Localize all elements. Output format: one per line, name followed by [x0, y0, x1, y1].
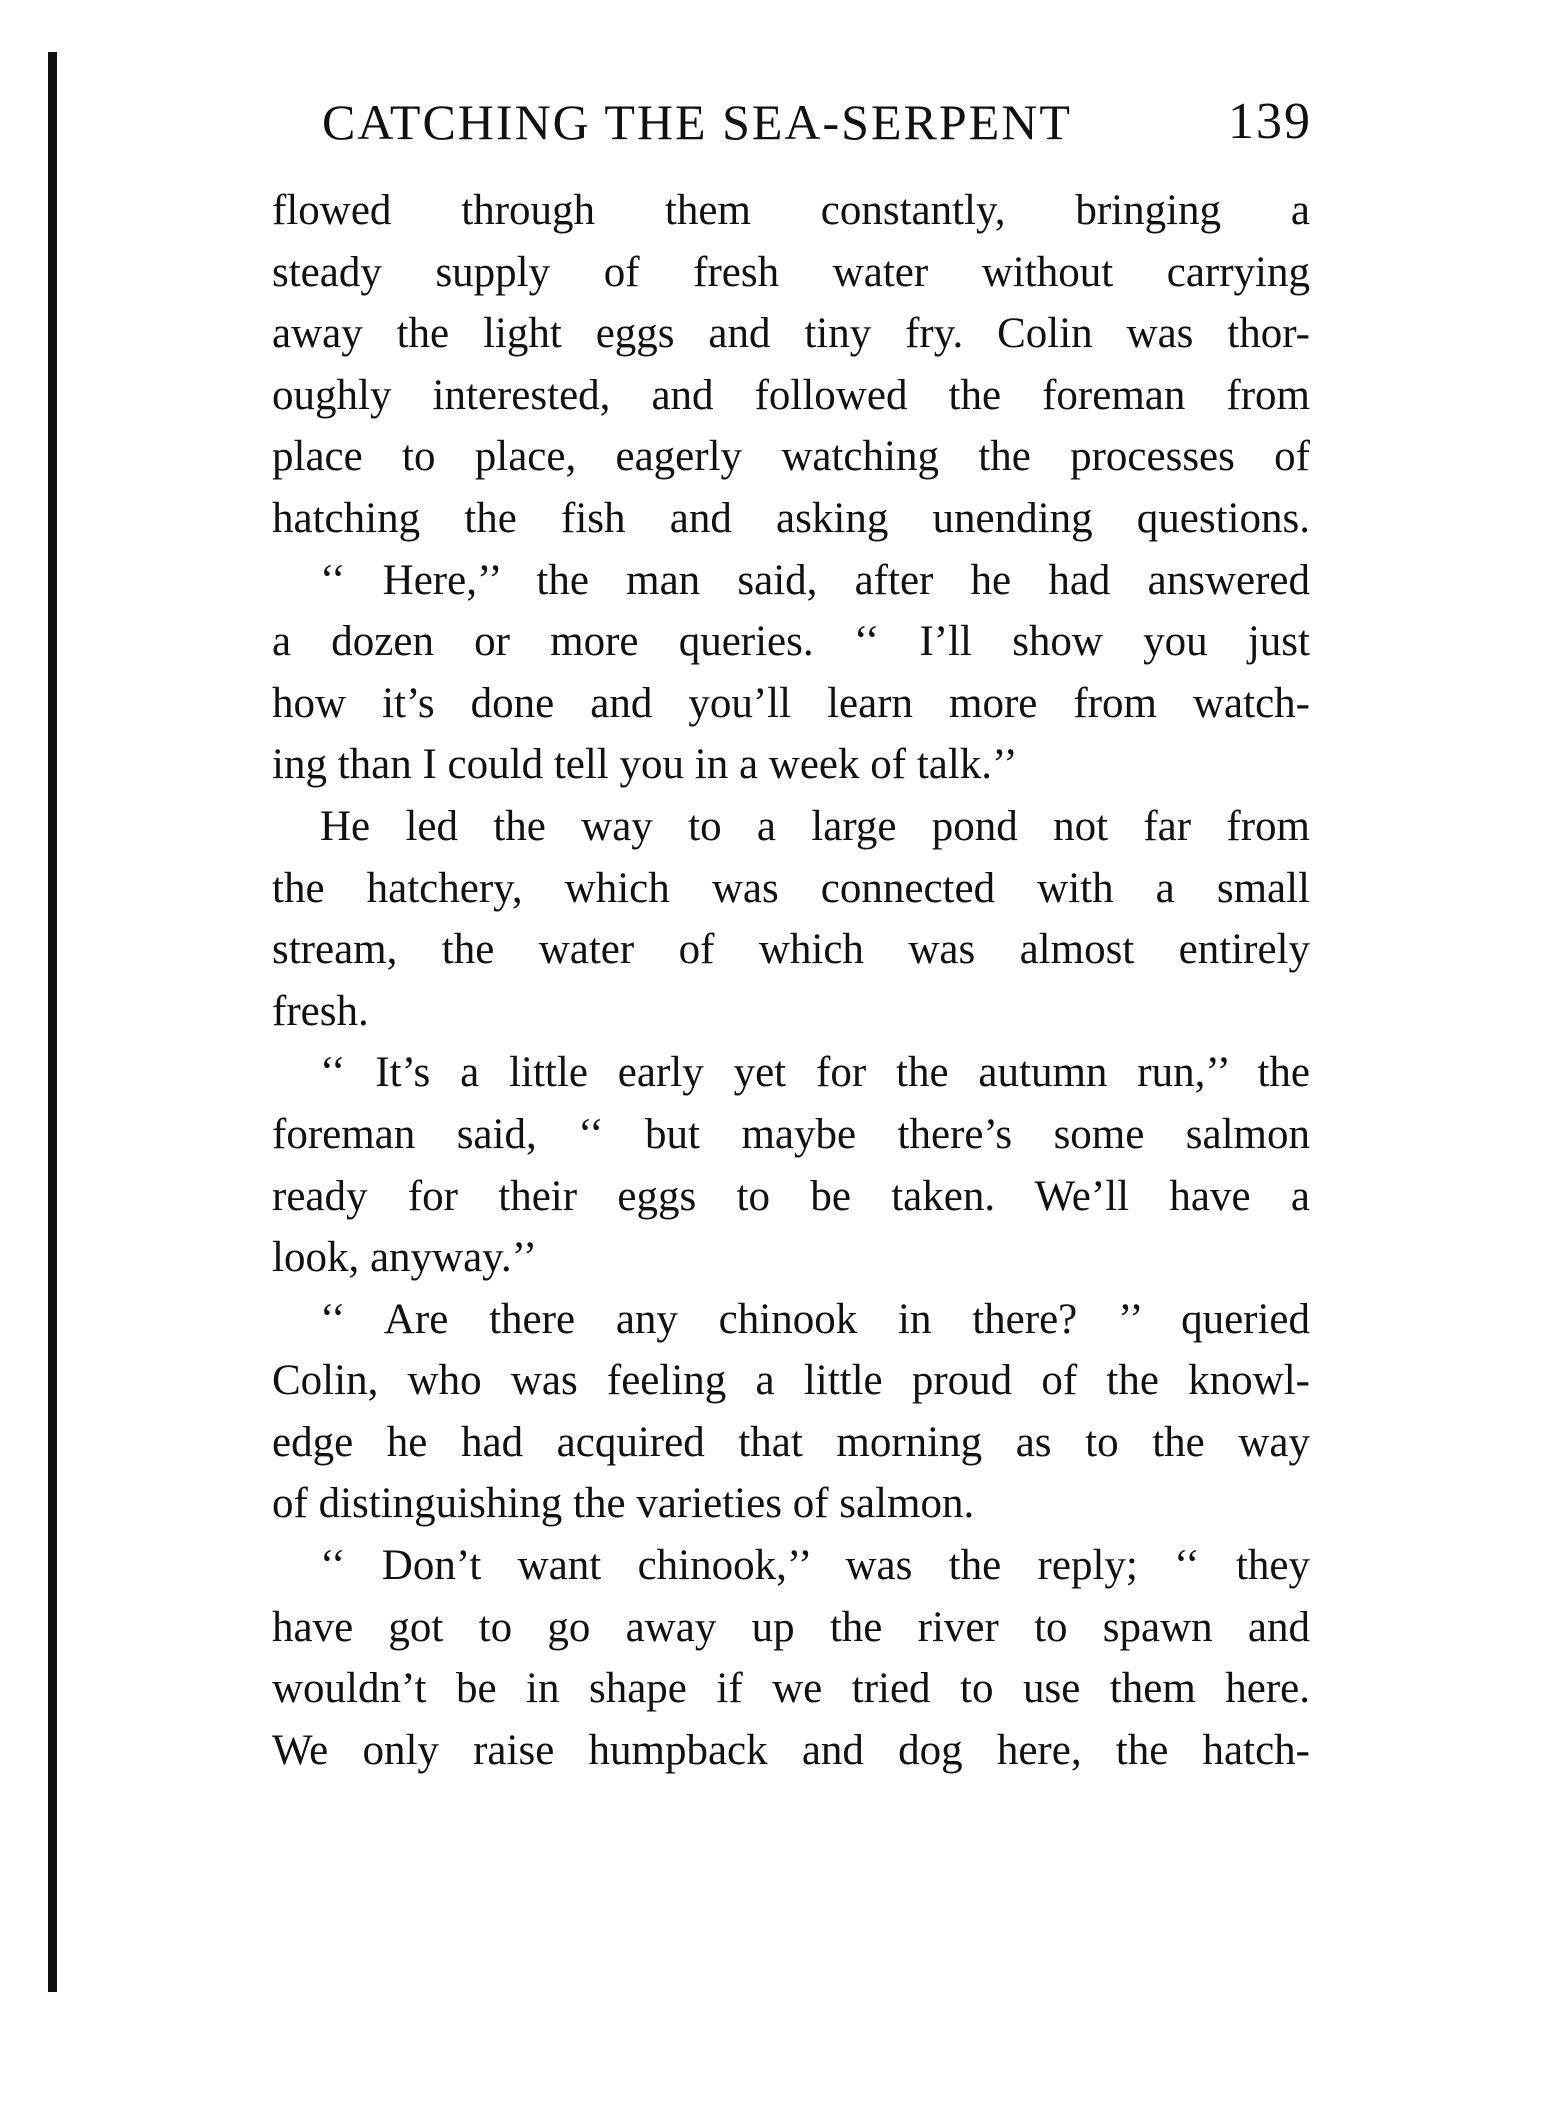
- body-text: [272, 180, 1310, 1781]
- page-number: 139: [1228, 93, 1312, 150]
- text-line: a dozen or more queries. ‘‘ I’ll show you just: [272, 618, 1310, 666]
- text-line: ‘‘ It’s a little early yet for the autumn run,’’ the: [320, 1049, 1310, 1097]
- text-line: place to place, eagerly watching the processes of: [272, 433, 1310, 481]
- text-line: ing than I could tell you in a week of talk.’’: [272, 741, 1018, 789]
- text-line: fresh.: [272, 987, 369, 1035]
- text-line: He led the way to a large pond not far from: [320, 802, 1310, 850]
- text-line: how it’s done and you’ll learn more from watch-: [272, 679, 1310, 727]
- text-line: We only raise humpback and dog here, the hatch-: [272, 1726, 1310, 1774]
- text-line: edge he had acquired that morning as to the way: [272, 1418, 1310, 1466]
- text-line: ‘‘ Are there any chinook in there? ’’ queried: [320, 1295, 1310, 1343]
- text-line: stream, the water of which was almost entirely: [272, 926, 1310, 974]
- text-line: flowed through them constantly, bringing a: [272, 187, 1310, 234]
- running-title: CATCHING THE SEA-SERPENT: [322, 94, 1072, 150]
- text-line: steady supply of fresh water without carrying: [272, 248, 1310, 296]
- running-header: [322, 92, 1322, 152]
- text-line: look, anyway.’’: [272, 1234, 538, 1282]
- text-line: have got to go away up the river to spawn and: [272, 1603, 1310, 1651]
- text-line: ready for their eggs to be taken. We’ll have a: [272, 1172, 1310, 1220]
- text-line: the hatchery, which was connected with a small: [272, 864, 1310, 912]
- text-line: oughly interested, and followed the foreman from: [272, 371, 1310, 419]
- text-line: ‘‘ Don’t want chinook,’’ was the reply; ‘‘ they: [320, 1542, 1310, 1590]
- text-line: hatching the fish and asking unending questions.: [272, 494, 1310, 542]
- text-line: foreman said, ‘‘ but maybe there’s some salmon: [272, 1110, 1310, 1158]
- text-line: wouldn’t be in shape if we tried to use them here.: [272, 1665, 1310, 1713]
- page-binding-edge: [48, 52, 57, 1992]
- text-line: Colin, who was feeling a little proud of the knowl-: [272, 1357, 1310, 1405]
- text-line: away the light eggs and tiny fry. Colin was thor-: [272, 310, 1310, 358]
- text-line: ‘‘ Here,’’ the man said, after he had answered: [320, 556, 1310, 604]
- text-line: of distinguishing the varieties of salmon.: [272, 1480, 975, 1528]
